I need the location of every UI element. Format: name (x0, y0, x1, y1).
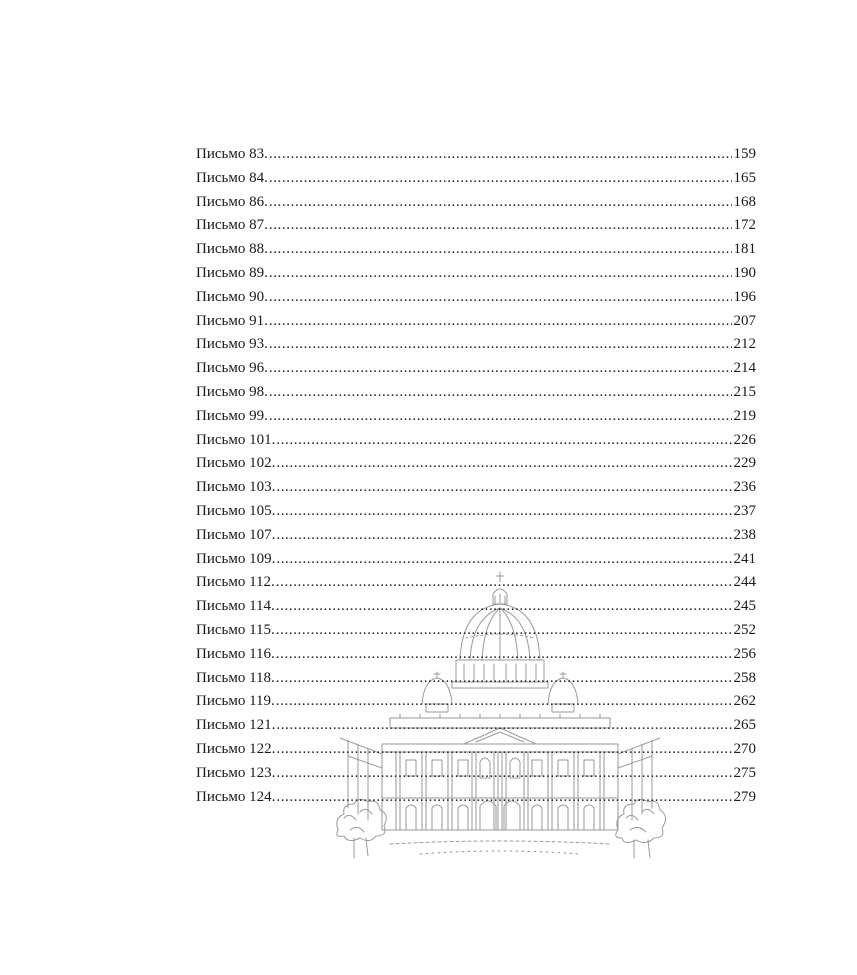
toc-entry-page-number: 196 (733, 288, 756, 305)
toc-dot-leader (269, 310, 732, 334)
toc-entry-label: Письмо 118. (196, 669, 275, 686)
toc-entry-label: Письмо 109. (196, 550, 276, 567)
toc-entry[interactable] (196, 310, 756, 334)
toc-entry[interactable] (196, 714, 756, 738)
toc-entry-label: Письмо 115. (196, 621, 275, 638)
toc-dot-leader (269, 214, 732, 238)
toc-entry-page-number: 168 (733, 193, 756, 210)
toc-entry-page-number: 159 (733, 146, 756, 162)
toc-entry-page-number: 244 (733, 574, 756, 591)
toc-entry-page-number: 190 (733, 264, 756, 281)
toc-entry[interactable] (196, 333, 756, 357)
toc-entry-label: Письмо 101. (196, 431, 276, 448)
toc-entry[interactable] (196, 262, 756, 286)
toc-entry-page-number: 258 (733, 669, 756, 686)
toc-entry[interactable] (196, 429, 756, 453)
toc-entry[interactable] (196, 786, 756, 810)
toc-entry-label: Письмо 88. (196, 241, 268, 258)
toc-entry-page-number: 181 (733, 241, 756, 258)
toc-entry[interactable] (196, 524, 756, 548)
toc-entry-page-number: 270 (733, 740, 756, 757)
toc-entry-page-number: 245 (733, 598, 756, 615)
toc-entry[interactable] (196, 548, 756, 572)
toc-entry-label: Письмо 124. (196, 788, 276, 805)
toc-entry[interactable] (196, 357, 756, 381)
toc-entry[interactable] (196, 500, 756, 524)
toc-dot-leader (276, 786, 731, 810)
toc-entry[interactable] (196, 238, 756, 262)
toc-entry-label: Письмо 103. (196, 479, 276, 496)
toc-dot-leader (276, 738, 731, 762)
toc-entry-page-number: 226 (733, 431, 756, 448)
toc-dot-leader (276, 690, 732, 714)
toc-entry-label: Письмо 105. (196, 502, 276, 519)
toc-entry-label: Письмо 122. (196, 740, 276, 757)
toc-entry[interactable] (196, 405, 756, 429)
toc-entry[interactable] (196, 191, 756, 215)
toc-dot-leader (269, 143, 732, 167)
toc-entry-label: Письмо 83. (196, 146, 268, 162)
toc-entry-page-number: 238 (733, 526, 756, 543)
toc-dot-leader (276, 429, 731, 453)
toc-entry-label: Письмо 98. (196, 383, 268, 400)
toc-dot-leader (276, 500, 731, 524)
toc-entry-page-number: 207 (733, 312, 756, 329)
toc-entry-label: Письмо 96. (196, 360, 268, 377)
toc-entry-page-number: 241 (733, 550, 756, 567)
toc-entry-label: Письмо 116. (196, 645, 275, 662)
toc-entry[interactable] (196, 619, 756, 643)
toc-entry-page-number: 215 (733, 383, 756, 400)
toc-dot-leader (276, 548, 731, 572)
toc-dot-leader (276, 571, 732, 595)
toc-dot-leader (276, 643, 732, 667)
table-of-contents (196, 143, 756, 809)
toc-dot-leader (276, 524, 731, 548)
toc-entry[interactable] (196, 595, 756, 619)
toc-entry-page-number: 229 (733, 455, 756, 472)
toc-entry-label: Письмо 90. (196, 288, 268, 305)
toc-entry-page-number: 252 (733, 621, 756, 638)
toc-entry[interactable] (196, 690, 756, 714)
toc-entry-page-number: 256 (733, 645, 756, 662)
toc-entry-label: Письмо 107. (196, 526, 276, 543)
toc-entry-label: Письмо 84. (196, 169, 268, 186)
toc-entry[interactable] (196, 143, 756, 167)
toc-dot-leader (269, 286, 732, 310)
toc-entry[interactable] (196, 381, 756, 405)
toc-entry-page-number: 172 (733, 217, 756, 234)
toc-dot-leader (276, 762, 731, 786)
toc-entry-page-number: 262 (733, 693, 756, 710)
toc-entry-label: Письмо 119. (196, 693, 275, 710)
toc-entry-label: Письмо 102. (196, 455, 276, 472)
toc-entry-page-number: 214 (733, 360, 756, 377)
toc-entry-page-number: 212 (733, 336, 756, 353)
toc-entry[interactable] (196, 167, 756, 191)
toc-entry-page-number: 219 (733, 407, 756, 424)
toc-entry[interactable] (196, 476, 756, 500)
toc-entry-page-number: 165 (733, 169, 756, 186)
toc-entry-label: Письмо 93. (196, 336, 268, 353)
toc-entry-label: Письмо 89. (196, 264, 268, 281)
toc-entry-page-number: 237 (733, 502, 756, 519)
toc-entry-label: Письмо 112. (196, 574, 275, 591)
toc-entry[interactable] (196, 643, 756, 667)
toc-entry[interactable] (196, 738, 756, 762)
toc-entry-page-number: 275 (733, 764, 756, 781)
toc-entry[interactable] (196, 286, 756, 310)
toc-entry[interactable] (196, 667, 756, 691)
toc-entry-label: Письмо 86. (196, 193, 268, 210)
toc-entry[interactable] (196, 762, 756, 786)
toc-dot-leader (269, 238, 732, 262)
toc-dot-leader (269, 333, 732, 357)
toc-dot-leader (269, 357, 732, 381)
toc-entry-label: Письмо 91. (196, 312, 268, 329)
toc-dot-leader (276, 619, 732, 643)
toc-dot-leader (276, 714, 731, 738)
toc-dot-leader (269, 262, 732, 286)
toc-entry-label: Письмо 123. (196, 764, 276, 781)
toc-dot-leader (269, 167, 732, 191)
toc-entry-page-number: 279 (733, 788, 756, 805)
toc-dot-leader (276, 476, 731, 500)
toc-entry-page-number: 236 (733, 479, 756, 496)
toc-dot-leader (276, 452, 731, 476)
toc-entry-label: Письмо 114. (196, 598, 275, 615)
toc-entry[interactable] (196, 214, 756, 238)
toc-dot-leader (269, 381, 732, 405)
toc-dot-leader (276, 667, 732, 691)
toc-dot-leader (269, 191, 732, 215)
toc-dot-leader (269, 405, 732, 429)
toc-entry[interactable] (196, 452, 756, 476)
toc-dot-leader (276, 595, 732, 619)
toc-entry-page-number: 265 (733, 717, 756, 734)
toc-entry[interactable] (196, 571, 756, 595)
toc-entry-label: Письмо 99. (196, 407, 268, 424)
toc-entry-label: Письмо 121. (196, 717, 276, 734)
toc-entry-label: Письмо 87. (196, 217, 268, 234)
